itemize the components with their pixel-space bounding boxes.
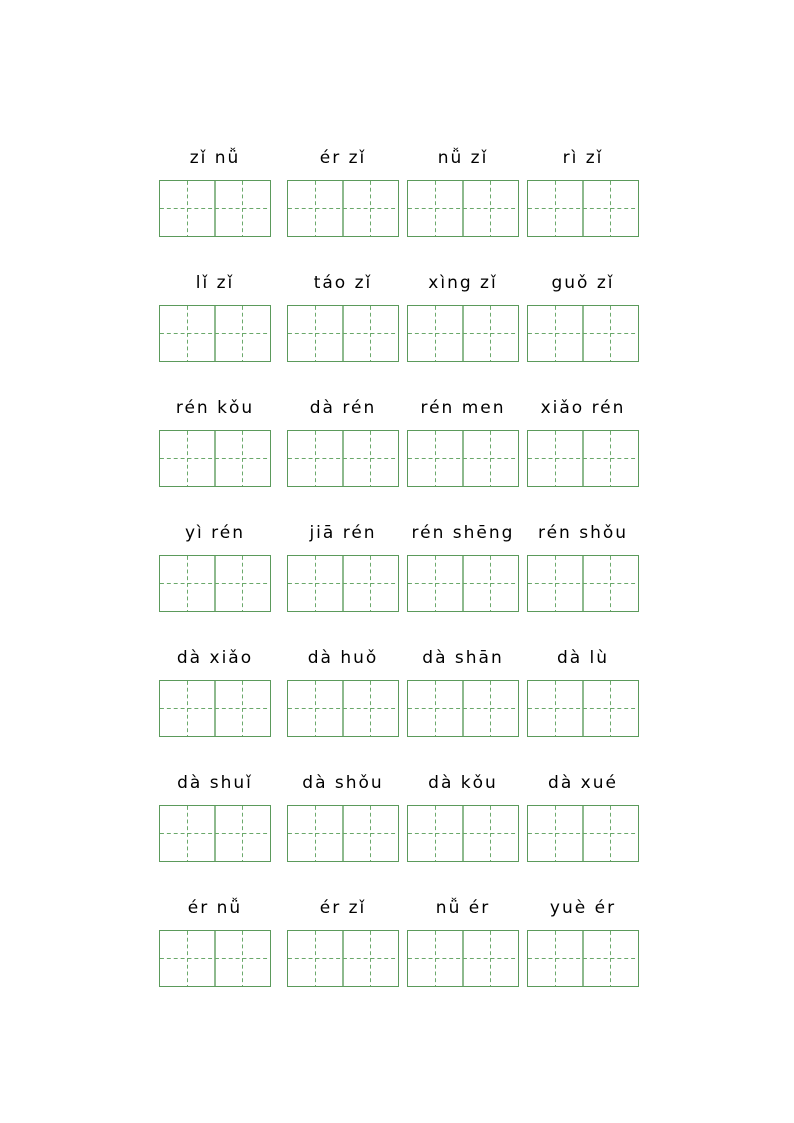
pinyin-label: lǐ zǐ [195,273,235,293]
pinyin-label: dà kǒu [428,773,498,793]
word-cell [287,270,399,395]
word-cell [287,770,399,895]
word-cell [407,895,519,1020]
tianzige-writing-box[interactable] [287,805,399,862]
pinyin-label: rì zǐ [562,148,604,168]
writing-grid-lines [160,431,270,486]
tianzige-writing-box[interactable] [287,680,399,737]
word-cell [527,395,639,520]
pinyin-label: nǚ ér [435,898,491,918]
tianzige-writing-box[interactable] [527,805,639,862]
tianzige-writing-box[interactable] [527,180,639,237]
tianzige-writing-box[interactable] [159,805,271,862]
tianzige-writing-box[interactable] [159,680,271,737]
word-cell [407,145,519,270]
pinyin-label: dà lù [556,648,610,668]
tianzige-writing-box[interactable] [159,930,271,987]
word-cell [527,520,639,645]
tianzige-writing-box[interactable] [527,930,639,987]
word-cell [287,520,399,645]
tianzige-writing-box[interactable] [527,305,639,362]
word-cell [159,270,271,395]
pinyin-label: dà xiǎo [176,648,254,668]
writing-grid-lines [528,681,638,736]
word-cell [527,895,639,1020]
word-cell [287,645,399,770]
pinyin-label: ér zǐ [319,148,367,168]
writing-grid-lines [288,306,398,361]
word-row [0,520,794,645]
writing-grid-lines [408,806,518,861]
writing-grid-lines [528,806,638,861]
pinyin-label: yì rén [184,523,246,543]
writing-grid-lines [160,931,270,986]
word-cell [407,770,519,895]
pinyin-label: dà shuǐ [177,773,253,793]
pinyin-label: yuè ér [549,898,617,918]
pinyin-label: zǐ nǚ [189,148,241,168]
word-row [0,770,794,895]
tianzige-writing-box[interactable] [407,555,519,612]
word-cell [407,395,519,520]
tianzige-writing-box[interactable] [287,430,399,487]
writing-grid-lines [288,556,398,611]
pinyin-label: dà shān [422,648,504,668]
writing-grid-lines [288,681,398,736]
writing-grid-lines [528,931,638,986]
pinyin-label: nǚ zǐ [437,148,489,168]
writing-grid-lines [528,556,638,611]
pinyin-label: jiā rén [309,523,377,543]
pinyin-label: dà huǒ [307,648,379,668]
pinyin-label: xiǎo rén [540,398,626,418]
word-cell [407,520,519,645]
writing-grid-lines [160,181,270,236]
writing-grid-lines [528,431,638,486]
tianzige-writing-box[interactable] [407,430,519,487]
writing-grid-lines [160,681,270,736]
word-cell [159,895,271,1020]
tianzige-writing-box[interactable] [407,180,519,237]
pinyin-label: dà rén [309,398,377,418]
writing-grid-lines [408,556,518,611]
writing-grid-lines [408,306,518,361]
tianzige-writing-box[interactable] [407,805,519,862]
tianzige-writing-box[interactable] [527,680,639,737]
pinyin-label: dà shǒu [302,773,384,793]
word-cell [407,645,519,770]
word-cell [159,520,271,645]
pinyin-label: táo zǐ [313,273,373,293]
tianzige-writing-box[interactable] [159,430,271,487]
word-cell [287,895,399,1020]
tianzige-writing-box[interactable] [407,680,519,737]
word-row [0,895,794,1020]
tianzige-writing-box[interactable] [407,930,519,987]
writing-grid-lines [160,556,270,611]
tianzige-writing-box[interactable] [159,555,271,612]
tianzige-writing-box[interactable] [527,555,639,612]
writing-grid-lines [528,181,638,236]
writing-grid-lines [160,806,270,861]
word-cell [159,770,271,895]
writing-grid-lines [408,681,518,736]
pinyin-label: guǒ zǐ [551,273,615,293]
pinyin-label: rén kǒu [175,398,255,418]
word-cell [527,270,639,395]
word-cell [527,145,639,270]
pinyin-label: xìng zǐ [428,273,498,293]
word-row [0,145,794,270]
writing-grid-lines [288,431,398,486]
pinyin-label: rén shǒu [537,523,629,543]
writing-grid-lines [528,306,638,361]
writing-grid-lines [288,806,398,861]
tianzige-writing-box[interactable] [407,305,519,362]
word-row [0,395,794,520]
writing-grid-lines [160,306,270,361]
pinyin-label: ér nǚ [187,898,243,918]
writing-grid-lines [288,931,398,986]
word-row [0,645,794,770]
tianzige-writing-box[interactable] [159,305,271,362]
word-row [0,270,794,395]
pinyin-label: ér zǐ [319,898,367,918]
pinyin-label: dà xué [548,773,618,793]
word-cell [287,145,399,270]
word-cell [287,395,399,520]
tianzige-writing-box[interactable] [527,430,639,487]
writing-grid-lines [288,181,398,236]
word-cell [527,770,639,895]
tianzige-writing-box[interactable] [159,180,271,237]
tianzige-writing-box[interactable] [287,555,399,612]
pinyin-label: rén shēng [411,523,515,543]
word-cell [159,145,271,270]
word-cell [527,645,639,770]
writing-grid-lines [408,931,518,986]
word-cell [159,395,271,520]
writing-grid-lines [408,181,518,236]
pinyin-label: rén men [420,398,506,418]
tianzige-writing-box[interactable] [287,180,399,237]
word-cell [159,645,271,770]
word-cell [407,270,519,395]
writing-grid-lines [408,431,518,486]
tianzige-writing-box[interactable] [287,930,399,987]
tianzige-writing-box[interactable] [287,305,399,362]
